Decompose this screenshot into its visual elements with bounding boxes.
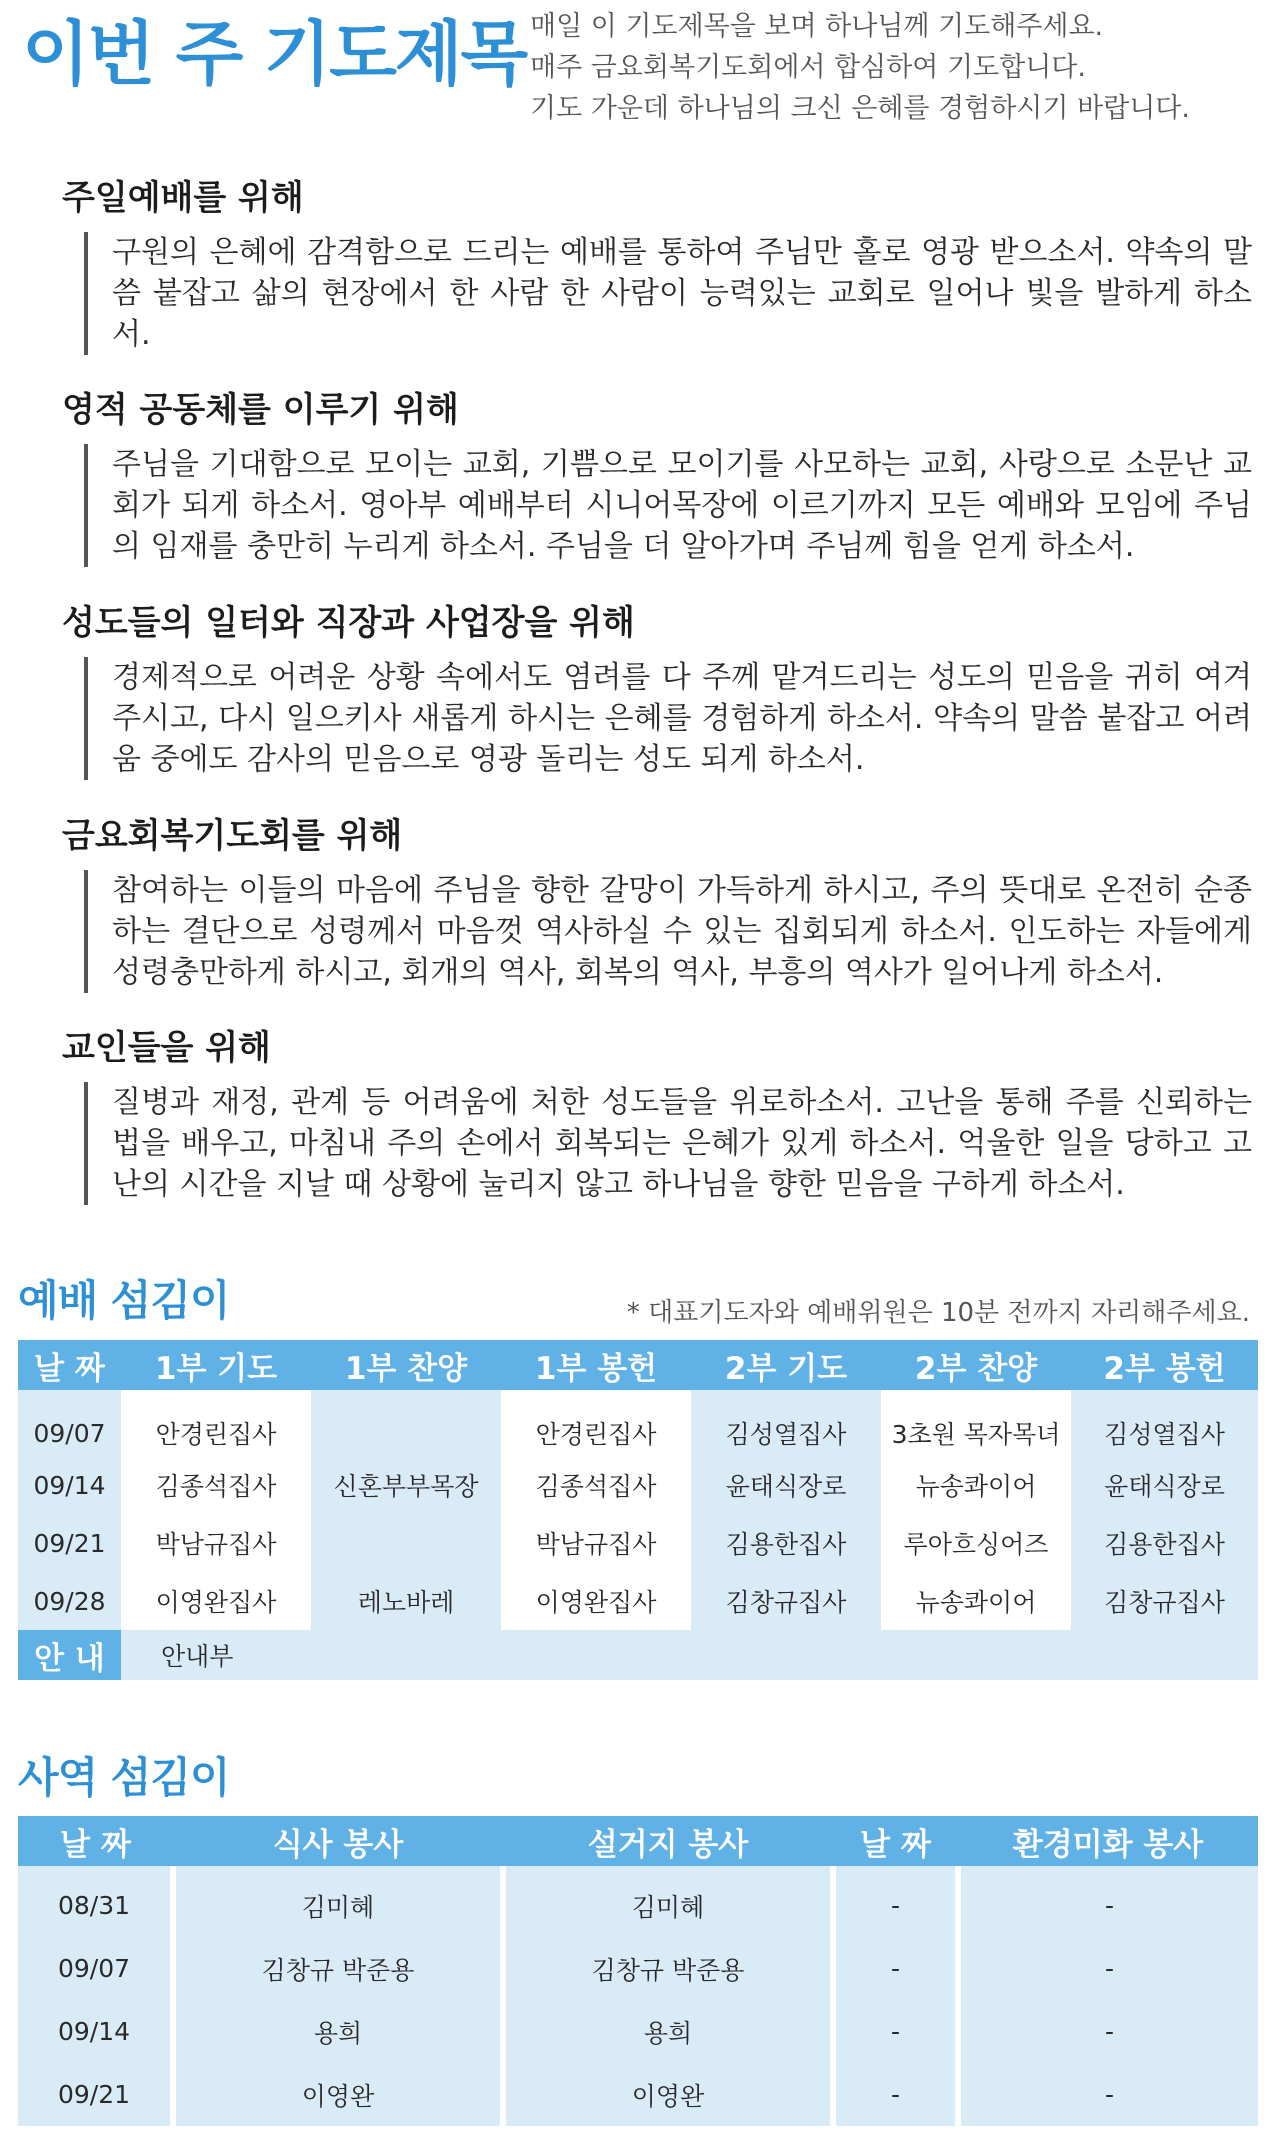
- prayer-title: 성도들의 일터와 직장과 사업장을 위해: [62, 603, 635, 643]
- table-cell: 3초원 목자목녀: [881, 1390, 1071, 1456]
- table-cell: [311, 1514, 501, 1572]
- header-line: 매주 금요회복기도회에서 합심하여 기도합니다.: [530, 52, 1086, 83]
- table-cell: 이영완: [173, 2063, 503, 2126]
- ministry-table: [18, 1816, 1258, 2126]
- worship-notice: * 대표기도자와 예배위원은 10분 전까지 자리해주세요.: [626, 1298, 1250, 1328]
- table-cell: 박남규집사: [501, 1514, 691, 1572]
- header-intro: [530, 6, 1270, 129]
- table-header-row: [18, 1340, 1258, 1390]
- table-cell: -: [958, 1937, 1258, 2000]
- table-cell: 윤태식장로: [1071, 1456, 1258, 1514]
- column-header: 식사 봉사: [173, 1816, 503, 1866]
- table-cell: 김창규집사: [691, 1572, 881, 1630]
- column-header: 1부 찬양: [311, 1340, 501, 1390]
- column-header: 날 짜: [18, 1816, 173, 1866]
- table-cell: 김창규 박준용: [173, 1937, 503, 2000]
- column-header: 2부 기도: [691, 1340, 881, 1390]
- table-cell: 레노바레: [311, 1572, 501, 1630]
- table-cell: 이영완: [503, 2063, 833, 2126]
- guide-row: [18, 1630, 1258, 1680]
- prayer-body: 구원의 은혜에 감격함으로 드리는 예배를 통하여 주님만 홀로 영광 받으소서. 약속의 말씀 붙잡고 삶의 현장에서 한 사람 한 사람이 능력있는 교회로 일어나 빛을 발하게 하소서.: [84, 232, 1252, 355]
- table-cell: 안경린집사: [121, 1390, 311, 1456]
- table-cell: 09/07: [18, 1390, 121, 1456]
- table-cell: -: [833, 2000, 958, 2063]
- prayer-body: 경제적으로 어려운 상황 속에서도 염려를 다 주께 맡겨드리는 성도의 믿음을 귀히 여겨주시고, 다시 일으키사 새롭게 하시는 은혜를 경험하게 하소서. 약속의 말씀 붙잡고 어려움 중에도 감사의 믿음으로 영광 돌리는 성도 되게 하소서.: [84, 657, 1252, 780]
- table-cell: 09/28: [18, 1572, 121, 1630]
- page-title: 이번 주 기도제목: [22, 13, 527, 95]
- column-header: 환경미화 봉사: [958, 1816, 1258, 1866]
- ministry-section-title: 사역 섬김이: [18, 1753, 230, 1802]
- table-cell: 김창규 박준용: [503, 1937, 833, 2000]
- table-cell: 김성열집사: [691, 1390, 881, 1456]
- table-cell: 이영완집사: [121, 1572, 311, 1630]
- prayer-item-sunday-worship: [62, 176, 1252, 355]
- table-cell: 09/14: [18, 2000, 173, 2063]
- column-header: 2부 봉헌: [1071, 1340, 1258, 1390]
- table-cell: 김용한집사: [691, 1514, 881, 1572]
- table-row: [18, 1390, 1258, 1456]
- prayer-item-spiritual-community: [62, 388, 1252, 567]
- prayer-title: 영적 공동체를 이루기 위해: [62, 390, 459, 430]
- column-header: 날 짜: [18, 1340, 121, 1390]
- table-cell: [311, 1390, 501, 1456]
- table-row: [18, 1456, 1258, 1514]
- prayer-item-members: [62, 1026, 1252, 1205]
- table-cell: 용희: [173, 2000, 503, 2063]
- table-header-row: [18, 1816, 1258, 1866]
- prayer-title: 교인들을 위해: [62, 1028, 271, 1068]
- column-header: 날 짜: [833, 1816, 958, 1866]
- prayer-item-workplaces: [62, 601, 1252, 780]
- table-cell: 뉴송콰이어: [881, 1572, 1071, 1630]
- table-cell: 09/07: [18, 1937, 173, 2000]
- table-cell: 신혼부부목장: [311, 1456, 501, 1514]
- prayer-title: 금요회복기도회를 위해: [62, 816, 403, 856]
- header-line: 매일 이 기도제목을 보며 하나님께 기도해주세요.: [530, 11, 1104, 42]
- table-cell: -: [958, 2063, 1258, 2126]
- column-header: 설거지 봉사: [503, 1816, 833, 1866]
- table-cell: 김용한집사: [1071, 1514, 1258, 1572]
- guide-value: 안내부: [121, 1630, 1258, 1680]
- table-cell: 김창규집사: [1071, 1572, 1258, 1630]
- table-cell: 김성열집사: [1071, 1390, 1258, 1456]
- table-row: [18, 2063, 1258, 2126]
- table-cell: 이영완집사: [501, 1572, 691, 1630]
- prayer-title: 주일예배를 위해: [62, 178, 304, 218]
- table-cell: 루아흐싱어즈: [881, 1514, 1071, 1572]
- table-cell: 김미혜: [173, 1866, 503, 1937]
- prayer-body: 질병과 재정, 관계 등 어려움에 처한 성도들을 위로하소서. 고난을 통해 주를 신뢰하는 법을 배우고, 마침내 주의 손에서 회복되는 은혜가 있게 하소서. 억울한 일을 당하고 고난의 시간을 지날 때 상황에 눌리지 않고 하나님을 향한 믿음을 구하게 하소서.: [84, 1082, 1252, 1205]
- table-cell: 뉴송콰이어: [881, 1456, 1071, 1514]
- column-header: 2부 찬양: [881, 1340, 1071, 1390]
- table-cell: -: [833, 1937, 958, 2000]
- table-cell: -: [958, 1866, 1258, 1937]
- header-line: 기도 가운데 하나님의 크신 은혜를 경험하시기 바랍니다.: [530, 93, 1190, 124]
- table-cell: 08/31: [18, 1866, 173, 1937]
- worship-table: [18, 1340, 1258, 1680]
- table-cell: -: [833, 1866, 958, 1937]
- table-cell: 윤태식장로: [691, 1456, 881, 1514]
- prayer-body: 주님을 기대함으로 모이는 교회, 기쁨으로 모이기를 사모하는 교회, 사랑으로 소문난 교회가 되게 하소서. 영아부 예배부터 시니어목장에 이르기까지 모든 예배와 모임에 주님의 임재를 충만히 누리게 하소서. 주님을 더 알아가며 주님께 힘을 얻게 하소서.: [84, 444, 1252, 567]
- prayer-item-friday-meeting: [62, 814, 1252, 993]
- table-cell: 박남규집사: [121, 1514, 311, 1572]
- table-cell: 안경린집사: [501, 1390, 691, 1456]
- table-cell: -: [958, 2000, 1258, 2063]
- table-cell: 09/14: [18, 1456, 121, 1514]
- table-row: [18, 1866, 1258, 1937]
- table-row: [18, 2000, 1258, 2063]
- table-row: [18, 1572, 1258, 1630]
- column-header: 1부 봉헌: [501, 1340, 691, 1390]
- guide-label: 안 내: [18, 1630, 121, 1680]
- table-cell: 김종석집사: [501, 1456, 691, 1514]
- table-cell: 용희: [503, 2000, 833, 2063]
- table-cell: -: [833, 2063, 958, 2126]
- table-cell: 김미혜: [503, 1866, 833, 1937]
- table-row: [18, 1937, 1258, 2000]
- table-cell: 09/21: [18, 2063, 173, 2126]
- table-row: [18, 1514, 1258, 1572]
- table-cell: 김종석집사: [121, 1456, 311, 1514]
- worship-section-title: 예배 섬김이: [18, 1276, 230, 1325]
- table-cell: 09/21: [18, 1514, 121, 1572]
- prayer-body: 참여하는 이들의 마음에 주님을 향한 갈망이 가득하게 하시고, 주의 뜻대로 온전히 순종하는 결단으로 성령께서 마음껏 역사하실 수 있는 집회되게 하소서. 인도하는 자들에게 성령충만하게 하시고, 회개의 역사, 회복의 역사, 부흥의 역사가 일어나게 하소서.: [84, 870, 1252, 993]
- column-header: 1부 기도: [121, 1340, 311, 1390]
